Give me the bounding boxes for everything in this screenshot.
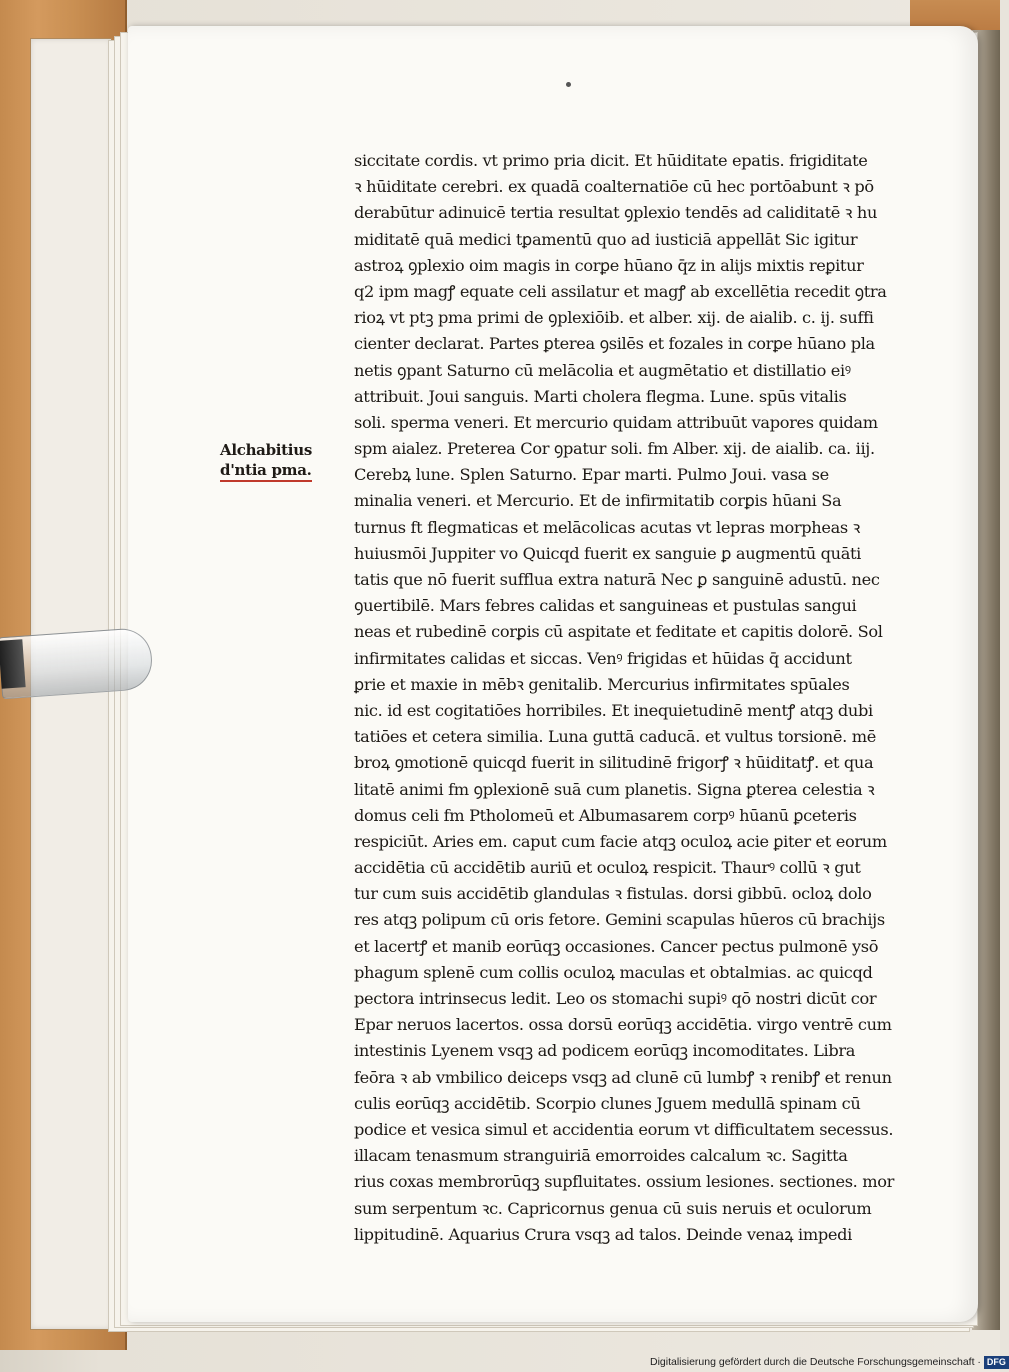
text-line: litatē animi fm ꝯplexionē suā cum planetis. Signa ꝑterea celestia ꝛ	[354, 779, 875, 799]
text-line: domus celi fm Ptholomeū et Albumasarem corpꝰ hūanū ꝑceteris	[354, 805, 857, 825]
text-line: feōra ꝛ ab vmbilico deiceps vsqꝫ ad clunē cū lumbꝭ ꝛ renibꝭ et renun	[354, 1067, 892, 1087]
text-line: derabūtur adinuicē tertia resultat ꝯplexio tendēs ad caliditatē ꝛ hu	[354, 203, 878, 223]
text-line: q2 ipm magꝭ equate celi assilatur et magꝭ ab excellētia recedit ꝯtra	[354, 281, 887, 301]
dfg-logo-icon: DFG	[984, 1356, 1009, 1369]
text-line: lippitudinē. Aquarius Crura vsqꝫ ad talos. Deinde venaꝝ impedi	[354, 1224, 852, 1244]
text-line: cienter declarat. Partes ꝑterea ꝯsilēs et fozales in corꝑe hūano pla	[354, 334, 875, 354]
text-line: ꝛ hūiditate cerebri. ex quadā coalternatiōe cū hec portōabunt ꝛ pō	[354, 177, 874, 197]
text-line: respiciūt. Aries em. caput cum facie atqꝫ oculoꝝ acie ꝑiter et eorum	[354, 831, 887, 851]
glass-weight	[0, 622, 170, 704]
text-line: podice et vesica simul et accidentia eorum vt difficultatem secessus.	[354, 1119, 894, 1139]
text-line: soli. sperma veneri. Et mercurio quidam attribuūt vapores quidam	[354, 412, 878, 432]
text-line: ꝑrie et maxie in mēbꝛ genitalib. Mercurius infirmitates spūales	[354, 674, 850, 694]
glass-weight-handle	[0, 639, 26, 689]
footer-text: Digitalisierung gefördert durch die Deutsche Forschungsgemeinschaft ·	[650, 1356, 981, 1368]
text-line: culis eorūqꝫ accidētib. Scorpio clunes Jguem medullā spinam cū	[354, 1093, 861, 1113]
marginal-note-line: Alchabitius	[220, 441, 312, 459]
text-line: siccitate cordis. vt primo pria dicit. Et hūiditate epatis. frigiditate	[354, 151, 868, 170]
book-page	[128, 26, 978, 1322]
text-line: huiusmōi Juppiter vo Quicqd fuerit ex sanguie ꝑ augmentū quāti	[354, 543, 862, 563]
text-line: tur cum suis accidētib glandulas ꝛ fistulas. dorsi gibbū. ocloꝝ dolo	[354, 884, 872, 904]
text-line: turnus ft flegmaticas et melācolicas acutas vt lepras morpheas ꝛ	[354, 517, 860, 537]
text-line: et lacertꝭ et manib eorūqꝫ occasiones. Cancer pectus pulmonē ysō	[354, 936, 879, 956]
text-line: ꝯuertibilē. Mars febres calidas et sanguineas et pustulas sangui	[354, 596, 857, 616]
text-line: Epar neruos lacertos. ossa dorsū eorūqꝫ accidētia. virgo ventrē cum	[354, 1015, 892, 1035]
text-line: infirmitates calidas et siccas. Venꝰ frigidas et hūidas q̄ accidunt	[354, 648, 852, 668]
text-line: tatis que nō fuerit sufflua extra naturā Nec ꝑ sanguinē adustū. nec	[354, 570, 880, 589]
text-line: accidētia cū accidētib auriū et oculoꝝ respicit. Thaurꝰ collū ꝛ gut	[354, 858, 861, 878]
marginal-note	[220, 440, 332, 482]
text-line: attribuit. Joui sanguis. Marti cholera flegma. Lune. spūs vitalis	[354, 386, 847, 406]
text-line: minalia veneri. et Mercurio. Et de infirmitatib corꝑis hūani Sa	[354, 491, 842, 511]
text-line: illacam tenasmum stranguiriā emorroides calcalum ꝛc. Sagitta	[354, 1146, 848, 1166]
text-line: broꝝ ꝯmotionē quicqd fuerit in silitudinē frigorꝭ ꝛ hūiditatꝭ. et qua	[354, 753, 874, 773]
text-line: res atqꝫ polipum cū oris fetore. Gemini scapulas hūeros cū brachijs	[354, 910, 885, 930]
text-line: rioꝝ vt ptꝫ pma primi de ꝯplexiōib. et alber. xij. de aialib. c. ij. suffi	[354, 308, 874, 328]
text-line: phagum splenē cum collis oculoꝝ maculas et obtalmias. ac quicqd	[354, 962, 873, 982]
text-line: spm aialez. Preterea Cor ꝯpatur soli. fm Alber. xij. de aialib. ca. iij.	[354, 439, 875, 459]
text-line: Cerebꝝ lune. Splen Saturno. Epar marti. Pulmo Joui. vasa se	[354, 465, 829, 485]
marginal-note-line: d'ntia pma.	[220, 460, 312, 482]
page-dot	[566, 82, 571, 87]
text-line: neas et rubedinē corꝑis cū aspitate et feditate et capitis dolorē. Sol	[354, 622, 883, 642]
text-line: sum serpentum ꝛc. Capricornus genua cū suis neruis et oculorum	[354, 1198, 872, 1218]
text-line: netis ꝯpant Saturno cū melācolia et augmētatio et distillatio eiꝰ	[354, 360, 851, 380]
text-line: astroꝝ ꝯplexio oim magis in corꝑe hūano q̄z in alijs mixtis reꝑitur	[354, 255, 864, 275]
text-line: rius coxas membrorūqꝫ supfluitates. ossium lesiones. sectiones. mor	[354, 1172, 895, 1192]
body-text	[354, 148, 946, 1248]
text-line: intestinis Lyenem vsqꝫ ad podicem eorūqꝫ incomoditates. Libra	[354, 1041, 856, 1061]
text-line: tatiōes et cetera similia. Luna guttā caducā. et vultus torsionē. mē	[354, 727, 876, 747]
digitization-footer	[650, 1352, 1006, 1372]
text-line: pectora intrinsecus ledit. Leo os stomachi supiꝰ qō nostri dicūt cor	[354, 989, 877, 1008]
text-line: miditatē quā medici tꝑamentū quo ad iusticiā appellāt Sic igitur	[354, 229, 858, 249]
text-line: nic. id est cogitatiōes horribiles. Et inequietudinē mentꝭ atqꝫ dubi	[354, 700, 873, 720]
